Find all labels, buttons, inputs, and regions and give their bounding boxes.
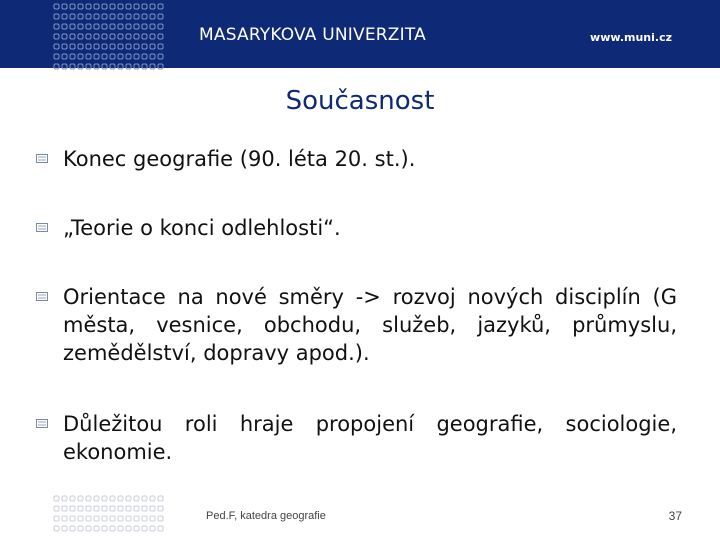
slide-header: [0, 0, 720, 68]
bullet-text: Orientace na nové směry -> rozvoj nových disciplín (G města, vesnice, obchodu, služeb, jazyků, průmyslu, zemědělství, dopravy apod.).: [63, 285, 677, 365]
footer-department: Ped.F, katedra geografie: [206, 510, 326, 522]
website-link[interactable]: www.muni.cz: [590, 31, 672, 44]
muni-dot-grid-footer-icon: [52, 494, 168, 540]
university-name: MASARYKOVA UNIVERZITA: [199, 25, 426, 45]
slide-title-text: Současnost: [285, 86, 435, 116]
bullet-text: Konec geografie (90. léta 20. st.).: [63, 147, 416, 171]
muni-dot-grid-logo-icon: [52, 2, 168, 78]
square-bullet-icon: [36, 419, 49, 429]
square-bullet-icon: [36, 154, 49, 164]
bullet-text: „Teorie o konci odlehlosti“.: [63, 216, 341, 240]
page-number: 37: [668, 509, 682, 523]
square-bullet-icon: [36, 292, 49, 302]
square-bullet-icon: [36, 223, 49, 233]
slide-title: [0, 86, 720, 116]
bullet-text: Důležitou roli hraje propojení geografie, sociologie, ekonomie.: [63, 412, 677, 464]
